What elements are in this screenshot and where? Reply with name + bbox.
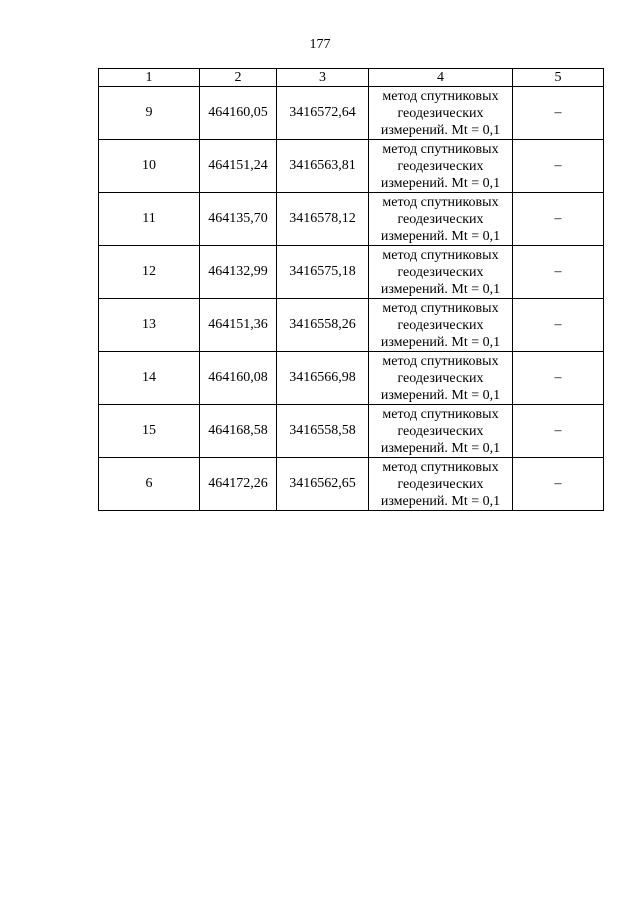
method-line: геодезических <box>397 476 484 492</box>
table-row <box>99 458 604 511</box>
point-number-cell: 13 <box>99 299 200 352</box>
method-cell <box>369 140 513 193</box>
table-row <box>99 299 604 352</box>
method-line: измерений. Mt = 0,1 <box>380 334 501 350</box>
x-coordinate-cell: 464135,70 <box>200 193 277 246</box>
note-cell: – <box>513 458 604 511</box>
y-coordinate-cell: 3416563,81 <box>277 140 369 193</box>
method-line: измерений. Mt = 0,1 <box>380 493 501 509</box>
point-number-cell: 6 <box>99 458 200 511</box>
method-line: метод спутниковых <box>382 300 499 316</box>
header-col-4: 4 <box>369 69 513 87</box>
method-cell <box>369 246 513 299</box>
x-coordinate-cell: 464160,08 <box>200 352 277 405</box>
method-cell <box>369 352 513 405</box>
method-line: измерений. Mt = 0,1 <box>380 440 501 456</box>
y-coordinate-cell: 3416572,64 <box>277 87 369 140</box>
method-line: геодезических <box>397 370 484 386</box>
method-cell <box>369 458 513 511</box>
header-col-2: 2 <box>200 69 277 87</box>
x-coordinate-cell: 464151,36 <box>200 299 277 352</box>
note-cell: – <box>513 299 604 352</box>
method-line: метод спутниковых <box>382 406 499 422</box>
page-number: 177 <box>309 37 331 52</box>
method-cell <box>369 405 513 458</box>
method-line: метод спутниковых <box>382 141 499 157</box>
y-coordinate-cell: 3416558,58 <box>277 405 369 458</box>
header-col-5: 5 <box>513 69 604 87</box>
note-cell: – <box>513 246 604 299</box>
point-number-cell: 15 <box>99 405 200 458</box>
point-number-cell: 11 <box>99 193 200 246</box>
y-coordinate-cell: 3416566,98 <box>277 352 369 405</box>
coordinates-table <box>98 68 604 511</box>
method-cell <box>369 193 513 246</box>
method-line: измерений. Mt = 0,1 <box>380 228 501 244</box>
method-line: геодезических <box>397 211 484 227</box>
note-cell: – <box>513 87 604 140</box>
table-row <box>99 246 604 299</box>
note-cell: – <box>513 140 604 193</box>
method-line: метод спутниковых <box>382 353 499 369</box>
method-line: метод спутниковых <box>382 194 499 210</box>
y-coordinate-cell: 3416575,18 <box>277 246 369 299</box>
table-row <box>99 140 604 193</box>
x-coordinate-cell: 464168,58 <box>200 405 277 458</box>
method-line: геодезических <box>397 105 484 121</box>
method-line: геодезических <box>397 158 484 174</box>
note-cell: – <box>513 405 604 458</box>
x-coordinate-cell: 464151,24 <box>200 140 277 193</box>
header-col-3: 3 <box>277 69 369 87</box>
method-cell <box>369 299 513 352</box>
y-coordinate-cell: 3416578,12 <box>277 193 369 246</box>
x-coordinate-cell: 464160,05 <box>200 87 277 140</box>
y-coordinate-cell: 3416562,65 <box>277 458 369 511</box>
method-line: измерений. Mt = 0,1 <box>380 122 501 138</box>
table-body <box>99 87 604 511</box>
x-coordinate-cell: 464132,99 <box>200 246 277 299</box>
point-number-cell: 9 <box>99 87 200 140</box>
table-header <box>99 69 604 87</box>
table-row <box>99 352 604 405</box>
point-number-cell: 14 <box>99 352 200 405</box>
method-line: метод спутниковых <box>382 247 499 263</box>
method-line: метод спутниковых <box>382 459 499 475</box>
method-line: геодезических <box>397 317 484 333</box>
header-row <box>99 69 604 87</box>
method-cell <box>369 87 513 140</box>
method-line: метод спутниковых <box>382 88 499 104</box>
point-number-cell: 10 <box>99 140 200 193</box>
header-col-1: 1 <box>99 69 200 87</box>
table-row <box>99 193 604 246</box>
x-coordinate-cell: 464172,26 <box>200 458 277 511</box>
method-line: геодезических <box>397 423 484 439</box>
method-line: измерений. Mt = 0,1 <box>380 387 501 403</box>
method-line: геодезических <box>397 264 484 280</box>
point-number-cell: 12 <box>99 246 200 299</box>
note-cell: – <box>513 193 604 246</box>
y-coordinate-cell: 3416558,26 <box>277 299 369 352</box>
note-cell: – <box>513 352 604 405</box>
method-line: измерений. Mt = 0,1 <box>380 175 501 191</box>
method-line: измерений. Mt = 0,1 <box>380 281 501 297</box>
table-row <box>99 87 604 140</box>
table-row <box>99 405 604 458</box>
